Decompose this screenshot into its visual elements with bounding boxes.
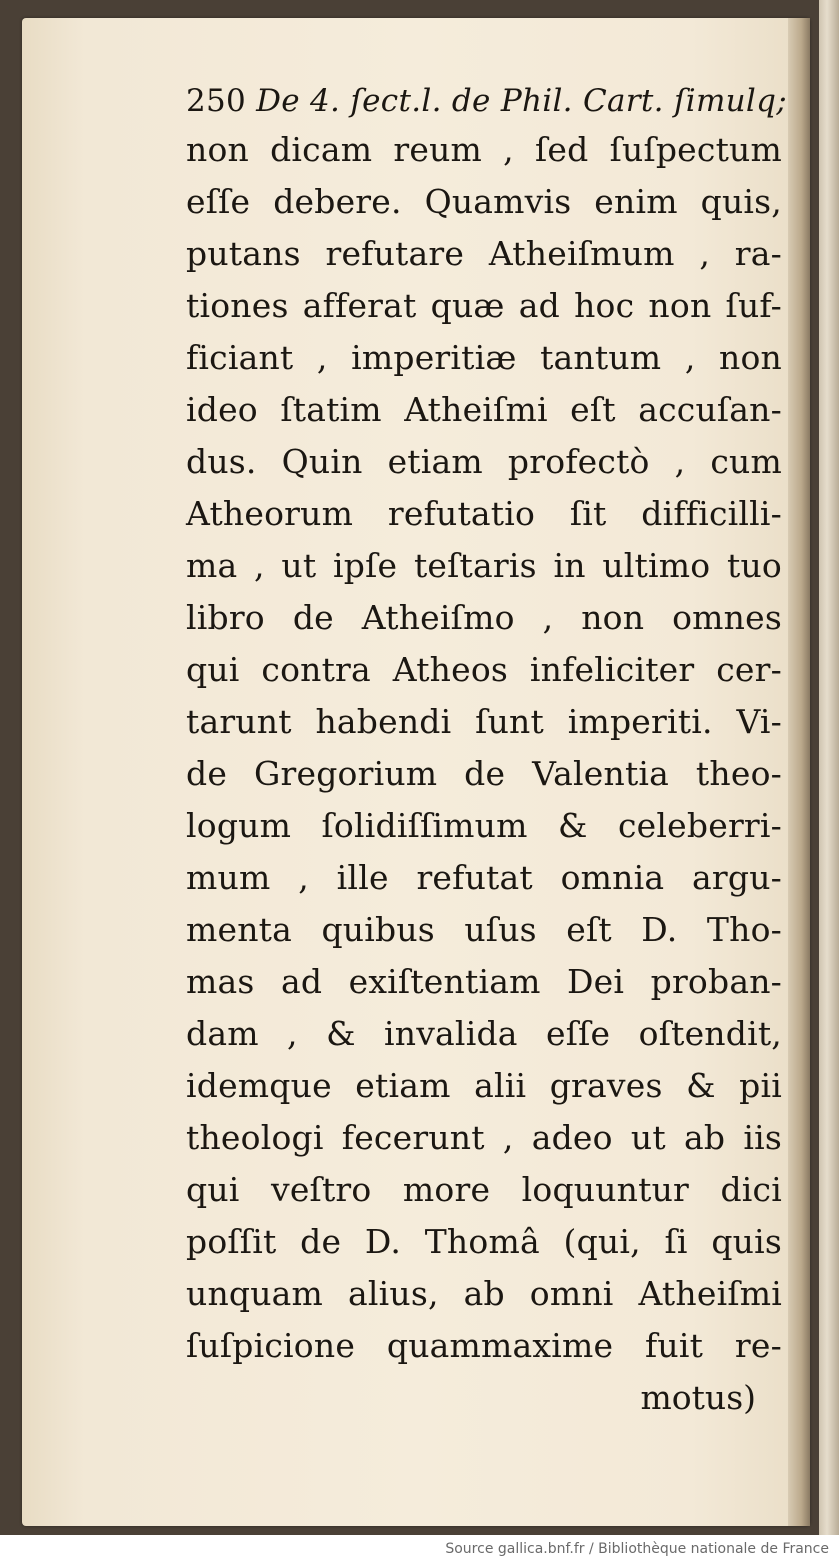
text-line: dus. Quin etiam profectò , cum bbox=[186, 442, 782, 481]
text-line: non dicam reum , ſed ſuſpectum bbox=[186, 130, 782, 169]
text-line: putans refutare Atheiſmum , ra- bbox=[186, 234, 782, 273]
adjacent-page-strip bbox=[819, 0, 839, 1535]
text-line: menta quibus uſus eſt D. Tho- bbox=[186, 910, 782, 949]
text-line: logum ſolidiſſimum & celeberri- bbox=[186, 806, 782, 845]
text-line: de Gregorium de Valentia theo- bbox=[186, 754, 782, 793]
text-line: eſſe debere. Quamvis enim quis, bbox=[186, 182, 782, 221]
source-footer bbox=[0, 1535, 839, 1566]
text-line: unquam alius, ab omni Atheiſmi bbox=[186, 1274, 782, 1313]
text-line: mum , ille refutat omnia argu- bbox=[186, 858, 782, 897]
text-line: ſuſpicione quammaxime fuit re- bbox=[186, 1326, 782, 1365]
page-text-block bbox=[186, 78, 788, 1424]
text-line: mas ad exiſtentiam Dei proban- bbox=[186, 962, 782, 1001]
source-attribution: Source gallica.bnf.fr / Bibliothèque nationale de France bbox=[445, 1541, 829, 1557]
text-line: qui veſtro more loquuntur dici bbox=[186, 1170, 782, 1209]
running-head bbox=[186, 78, 788, 124]
text-line: ficiant , imperitiæ tantum , non bbox=[186, 338, 782, 377]
text-line: idemque etiam alii graves & pii bbox=[186, 1066, 782, 1105]
text-line: ma , ut ipſe teſtaris in ultimo tuo bbox=[186, 546, 782, 585]
text-line: poſſit de D. Thomâ (qui, ſi quis bbox=[186, 1222, 782, 1261]
text-line: libro de Atheiſmo , non omnes bbox=[186, 598, 782, 637]
page-number: 250 bbox=[186, 83, 247, 119]
running-title: De 4. ſect.l. de Phil. Cart. ſimulq; bbox=[256, 83, 788, 119]
catchword: motus) bbox=[640, 1378, 756, 1417]
text-line: theologi fecerunt , adeo ut ab iis bbox=[186, 1118, 782, 1157]
text-line: ideo ſtatim Atheiſmi eſt accuſan- bbox=[186, 390, 782, 429]
page-edge-shadow bbox=[788, 18, 810, 1526]
text-line: tiones afferat quæ ad hoc non ſuf- bbox=[186, 286, 782, 325]
text-line: qui contra Atheos infeliciter cer- bbox=[186, 650, 782, 689]
text-line: tarunt habendi ſunt imperiti. Vi- bbox=[186, 702, 782, 741]
text-line: dam , & invalida eſſe oſtendit, bbox=[186, 1014, 782, 1053]
text-line: Atheorum refutatio ſit difficilli- bbox=[186, 494, 782, 533]
